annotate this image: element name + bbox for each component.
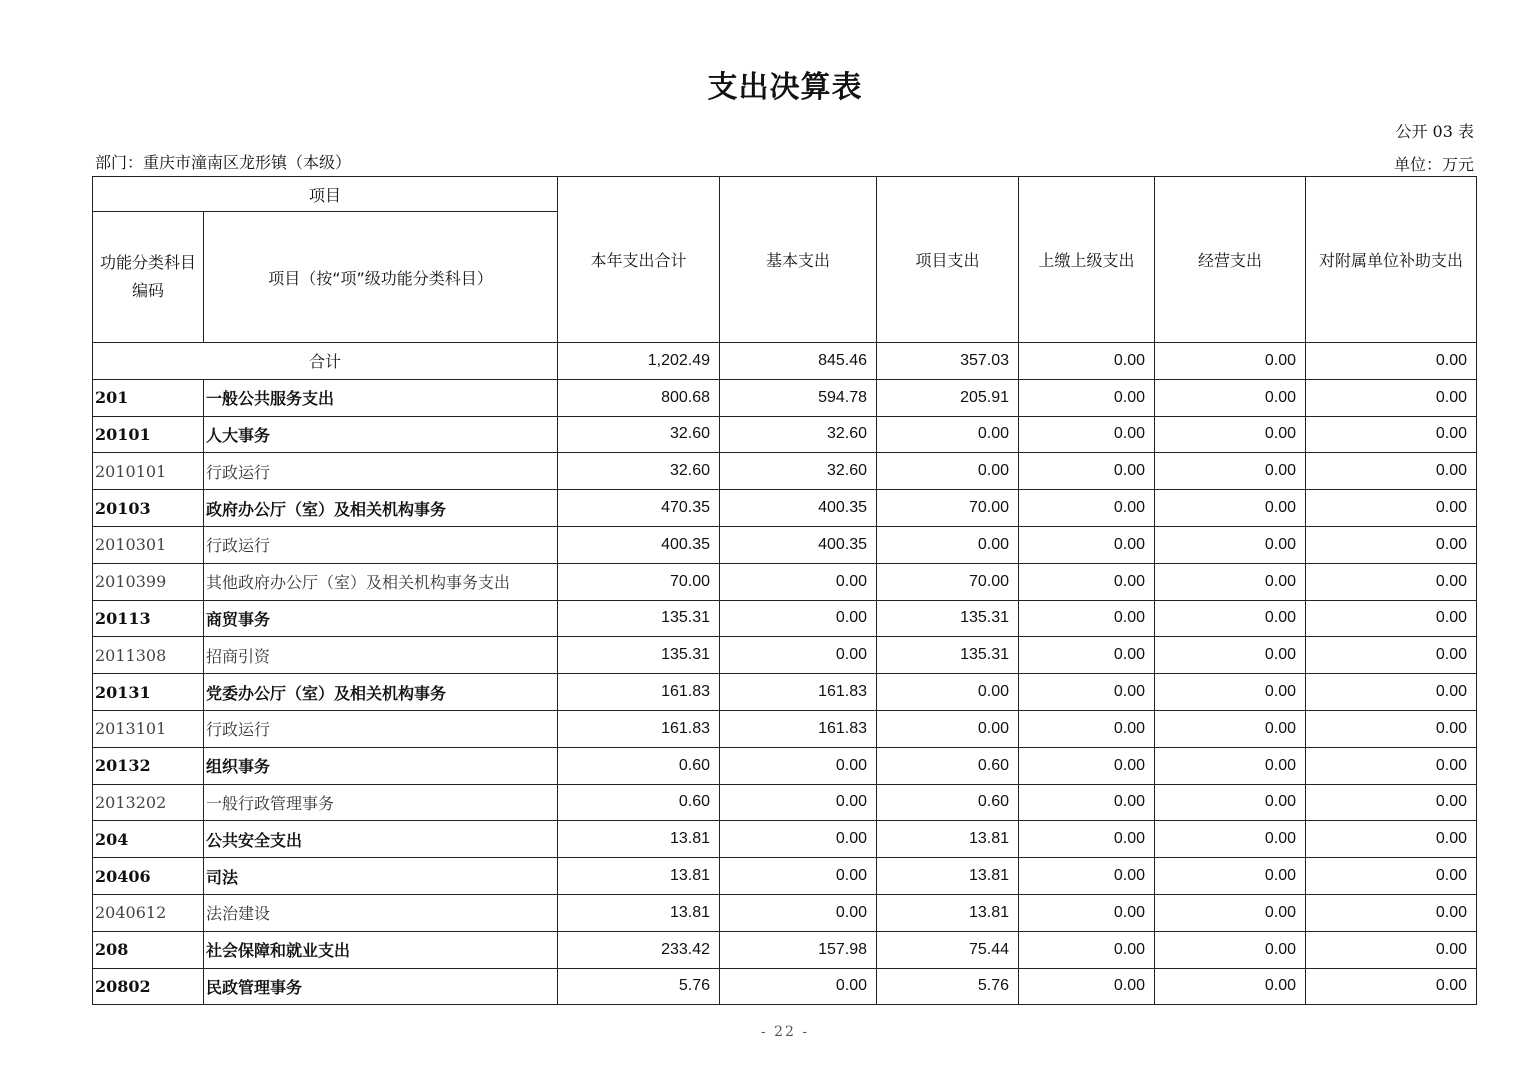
header-business: 经营支出 (1155, 177, 1306, 343)
row-value: 0.00 (1019, 894, 1155, 931)
row-value: 233.42 (558, 931, 720, 968)
row-value: 0.00 (1306, 931, 1477, 968)
row-value: 0.00 (1155, 931, 1306, 968)
row-name: 司法 (204, 858, 558, 895)
row-value: 13.81 (877, 894, 1019, 931)
row-value: 400.35 (558, 526, 720, 563)
row-value: 0.00 (1306, 490, 1477, 527)
row-value: 5.76 (558, 968, 720, 1005)
row-value: 0.00 (1306, 784, 1477, 821)
row-value: 0.00 (877, 416, 1019, 453)
row-code: 20103 (93, 490, 204, 527)
table-row (93, 674, 1477, 711)
table-row (93, 600, 1477, 637)
row-value: 0.00 (720, 821, 877, 858)
row-value: 0.00 (1019, 931, 1155, 968)
table-row (93, 416, 1477, 453)
row-code: 201 (93, 379, 204, 416)
row-value: 0.00 (1306, 379, 1477, 416)
table-row (93, 379, 1477, 416)
row-value: 0.00 (1306, 453, 1477, 490)
row-value: 0.00 (1019, 674, 1155, 711)
row-name: 行政运行 (204, 710, 558, 747)
table-row (93, 710, 1477, 747)
total-value: 0.00 (1306, 343, 1477, 380)
row-value: 135.31 (877, 600, 1019, 637)
row-code: 20802 (93, 968, 204, 1005)
row-value: 0.00 (1306, 674, 1477, 711)
row-code: 2010101 (93, 453, 204, 490)
row-value: 0.00 (720, 563, 877, 600)
row-code: 2040612 (93, 894, 204, 931)
row-name: 招商引资 (204, 637, 558, 674)
row-value: 0.00 (1019, 821, 1155, 858)
row-value: 0.00 (720, 637, 877, 674)
row-value: 0.00 (1155, 526, 1306, 563)
row-value: 0.00 (1155, 784, 1306, 821)
header-upper-level: 上缴上级支出 (1019, 177, 1155, 343)
header-project: 项目 (93, 177, 558, 212)
row-value: 0.00 (877, 674, 1019, 711)
row-code: 2010399 (93, 563, 204, 600)
row-value: 0.60 (877, 784, 1019, 821)
row-name: 其他政府办公厅（室）及相关机构事务支出 (204, 563, 558, 600)
row-value: 0.00 (1155, 747, 1306, 784)
row-value: 157.98 (720, 931, 877, 968)
expenditure-table (92, 176, 1477, 1005)
total-row (93, 343, 1477, 380)
page-title: 支出决算表 (707, 70, 863, 105)
row-value: 0.00 (1306, 563, 1477, 600)
total-value: 0.00 (1155, 343, 1306, 380)
row-value: 70.00 (877, 563, 1019, 600)
row-value: 0.00 (1155, 490, 1306, 527)
row-code: 2010301 (93, 526, 204, 563)
form-number: 公开 03 表 (1395, 122, 1474, 141)
row-value: 0.00 (720, 747, 877, 784)
table-row (93, 858, 1477, 895)
page-number: - 22 - (760, 1024, 810, 1040)
row-code: 20132 (93, 747, 204, 784)
header-code: 功能分类科目编码 (93, 212, 204, 343)
row-value: 0.00 (1306, 821, 1477, 858)
row-value: 0.00 (1019, 784, 1155, 821)
row-value: 0.00 (720, 784, 877, 821)
row-code: 20101 (93, 416, 204, 453)
row-value: 0.60 (558, 784, 720, 821)
row-value: 0.00 (1019, 710, 1155, 747)
table-row (93, 894, 1477, 931)
row-code: 20113 (93, 600, 204, 637)
row-value: 0.00 (877, 453, 1019, 490)
row-value: 0.00 (877, 526, 1019, 563)
row-name: 行政运行 (204, 526, 558, 563)
row-name: 社会保障和就业支出 (204, 931, 558, 968)
row-name: 民政管理事务 (204, 968, 558, 1005)
row-value: 135.31 (558, 600, 720, 637)
row-value: 161.83 (558, 710, 720, 747)
row-value: 0.00 (1019, 490, 1155, 527)
row-value: 0.00 (1306, 747, 1477, 784)
row-value: 32.60 (720, 453, 877, 490)
table-row (93, 637, 1477, 674)
header-item: 项目（按“项”级功能分类科目） (204, 212, 558, 343)
row-value: 0.00 (1306, 968, 1477, 1005)
row-value: 135.31 (877, 637, 1019, 674)
row-value: 0.00 (1306, 600, 1477, 637)
row-value: 32.60 (720, 416, 877, 453)
header-project-expenditure: 项目支出 (877, 177, 1019, 343)
row-name: 一般行政管理事务 (204, 784, 558, 821)
total-value: 845.46 (720, 343, 877, 380)
row-code: 2011308 (93, 637, 204, 674)
row-value: 13.81 (558, 821, 720, 858)
header-row (93, 177, 1477, 212)
row-value: 400.35 (720, 526, 877, 563)
table-row (93, 784, 1477, 821)
row-value: 0.00 (1019, 526, 1155, 563)
row-code: 208 (93, 931, 204, 968)
row-name: 党委办公厅（室）及相关机构事务 (204, 674, 558, 711)
table-row (93, 968, 1477, 1005)
row-value: 13.81 (877, 821, 1019, 858)
row-value: 32.60 (558, 416, 720, 453)
row-value: 13.81 (877, 858, 1019, 895)
row-value: 161.83 (558, 674, 720, 711)
row-value: 594.78 (720, 379, 877, 416)
row-value: 161.83 (720, 710, 877, 747)
row-value: 0.00 (1155, 858, 1306, 895)
table-row (93, 931, 1477, 968)
row-value: 13.81 (558, 858, 720, 895)
header-subsidy: 对附属单位补助支出 (1306, 177, 1477, 343)
row-value: 0.00 (1306, 416, 1477, 453)
row-value: 205.91 (877, 379, 1019, 416)
row-value: 0.00 (720, 858, 877, 895)
row-code: 2013202 (93, 784, 204, 821)
row-value: 0.00 (1155, 453, 1306, 490)
row-value: 400.35 (720, 490, 877, 527)
table-row (93, 821, 1477, 858)
row-value: 0.00 (1306, 710, 1477, 747)
row-value: 70.00 (558, 563, 720, 600)
row-value: 5.76 (877, 968, 1019, 1005)
row-code: 20406 (93, 858, 204, 895)
row-value: 0.00 (1155, 637, 1306, 674)
row-name: 行政运行 (204, 453, 558, 490)
row-value: 0.00 (1155, 710, 1306, 747)
header-total: 本年支出合计 (558, 177, 720, 343)
row-name: 政府办公厅（室）及相关机构事务 (204, 490, 558, 527)
row-value: 75.44 (877, 931, 1019, 968)
row-value: 0.00 (1306, 526, 1477, 563)
row-value: 135.31 (558, 637, 720, 674)
row-value: 0.00 (1019, 416, 1155, 453)
department-label: 部门：重庆市潼南区龙形镇（本级） (95, 153, 352, 172)
row-value: 0.00 (720, 968, 877, 1005)
row-value: 470.35 (558, 490, 720, 527)
row-value: 0.00 (1306, 858, 1477, 895)
row-value: 0.00 (1019, 379, 1155, 416)
row-value: 161.83 (720, 674, 877, 711)
row-value: 0.00 (1306, 894, 1477, 931)
row-value: 70.00 (877, 490, 1019, 527)
row-value: 0.00 (1019, 453, 1155, 490)
row-value: 13.81 (558, 894, 720, 931)
table-row (93, 563, 1477, 600)
total-value: 357.03 (877, 343, 1019, 380)
row-value: 0.00 (1019, 637, 1155, 674)
total-label: 合计 (93, 343, 558, 380)
row-code: 20131 (93, 674, 204, 711)
row-value: 0.60 (558, 747, 720, 784)
row-value: 0.00 (1155, 968, 1306, 1005)
row-value: 0.00 (720, 894, 877, 931)
row-name: 商贸事务 (204, 600, 558, 637)
row-value: 0.00 (1019, 600, 1155, 637)
row-name: 组织事务 (204, 747, 558, 784)
row-name: 人大事务 (204, 416, 558, 453)
unit-label: 单位：万元 (1393, 155, 1474, 174)
row-value: 0.00 (1306, 637, 1477, 674)
row-value: 0.00 (720, 600, 877, 637)
table-row (93, 490, 1477, 527)
row-code: 204 (93, 821, 204, 858)
row-name: 公共安全支出 (204, 821, 558, 858)
row-value: 32.60 (558, 453, 720, 490)
row-name: 一般公共服务支出 (204, 379, 558, 416)
row-value: 0.00 (877, 710, 1019, 747)
row-value: 800.68 (558, 379, 720, 416)
row-value: 0.00 (1155, 416, 1306, 453)
table-row (93, 526, 1477, 563)
row-value: 0.00 (1155, 600, 1306, 637)
row-value: 0.00 (1019, 747, 1155, 784)
table-row (93, 453, 1477, 490)
row-code: 2013101 (93, 710, 204, 747)
total-value: 0.00 (1019, 343, 1155, 380)
row-value: 0.00 (1155, 379, 1306, 416)
row-value: 0.00 (1155, 894, 1306, 931)
total-value: 1,202.49 (558, 343, 720, 380)
row-value: 0.00 (1155, 821, 1306, 858)
header-basic: 基本支出 (720, 177, 877, 343)
row-value: 0.00 (1019, 858, 1155, 895)
row-name: 法治建设 (204, 894, 558, 931)
row-value: 0.00 (1019, 563, 1155, 600)
row-value: 0.00 (1019, 968, 1155, 1005)
table-row (93, 747, 1477, 784)
row-value: 0.00 (1155, 674, 1306, 711)
row-value: 0.60 (877, 747, 1019, 784)
row-value: 0.00 (1155, 563, 1306, 600)
